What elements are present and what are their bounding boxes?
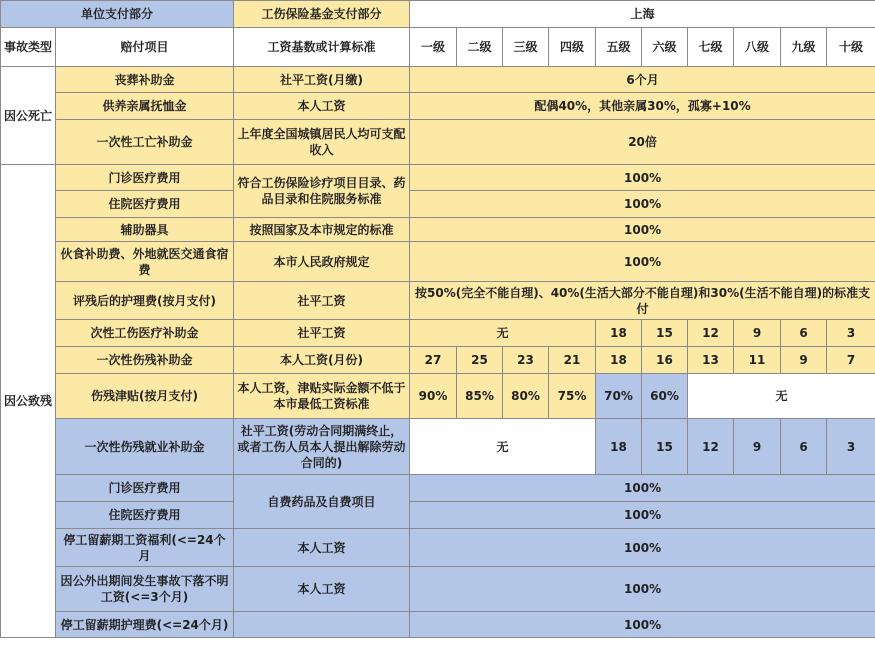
allowance-value: 60% bbox=[642, 374, 688, 419]
employment-standard: 社平工资(劳动合同期满终止，或者工伤人员本人提出解除劳动合同的) bbox=[234, 419, 410, 475]
self-outpatient-value: 100% bbox=[410, 475, 875, 502]
missing-wage-value: 100% bbox=[410, 567, 875, 612]
grade-header: 二级 bbox=[457, 28, 503, 67]
medical-sub-value: 18 bbox=[596, 320, 642, 347]
employment-item: 一次性伤残就业补助金 bbox=[56, 419, 234, 475]
employment-value: 12 bbox=[688, 419, 734, 475]
disability-category: 因公致残 bbox=[1, 165, 56, 638]
death-value: 6个月 bbox=[410, 67, 875, 93]
allowance-value: 70% bbox=[596, 374, 642, 419]
employment-value: 3 bbox=[827, 419, 875, 475]
disab-sub-value: 25 bbox=[457, 347, 503, 374]
employer-part-header: 单位支付部分 bbox=[1, 1, 234, 28]
self-standard: 自费药品及自费项目 bbox=[234, 475, 410, 529]
allowance-value: 90% bbox=[410, 374, 457, 419]
grade-header: 四级 bbox=[549, 28, 596, 67]
medical-standard: 符合工伤保险诊疗项目目录、药品目录和住院服务标准 bbox=[234, 165, 410, 218]
allowance-item: 伤残津贴(按月支付) bbox=[56, 374, 234, 419]
suspension-wage-standard: 本人工资 bbox=[234, 529, 410, 567]
disab-sub-value: 27 bbox=[410, 347, 457, 374]
death-value: 20倍 bbox=[410, 120, 875, 165]
outpatient-value: 100% bbox=[410, 165, 875, 191]
inpatient-value: 100% bbox=[410, 191, 875, 218]
accident-type-header: 事故类型 bbox=[1, 28, 56, 67]
disab-sub-value: 23 bbox=[503, 347, 549, 374]
disab-sub-value: 16 bbox=[642, 347, 688, 374]
aids-standard: 按照国家及本市规定的标准 bbox=[234, 218, 410, 242]
suspension-nursing-value: 100% bbox=[410, 612, 875, 638]
medical-sub-standard: 社平工资 bbox=[234, 320, 410, 347]
city-header: 上海 bbox=[410, 1, 875, 28]
death-value: 配偶40%，其他亲属30%，孤寡+10% bbox=[410, 93, 875, 120]
employment-value: 6 bbox=[781, 419, 827, 475]
nursing-item: 评残后的护理费(按月支付) bbox=[56, 282, 234, 320]
medical-sub-item: 次性工伤医疗补助金 bbox=[56, 320, 234, 347]
aids-value: 100% bbox=[410, 218, 875, 242]
grade-header: 十级 bbox=[827, 28, 875, 67]
death-category: 因公死亡 bbox=[1, 67, 56, 165]
employment-value: 9 bbox=[734, 419, 781, 475]
fund-part-header: 工伤保险基金支付部分 bbox=[234, 1, 410, 28]
suspension-nursing-item: 停工留薪期护理费(<=24个月) bbox=[56, 612, 234, 638]
suspension-nursing-standard bbox=[234, 612, 410, 638]
food-value: 100% bbox=[410, 242, 875, 282]
employment-none: 无 bbox=[410, 419, 596, 475]
disab-sub-value: 21 bbox=[549, 347, 596, 374]
nursing-standard: 社平工资 bbox=[234, 282, 410, 320]
death-item: 一次性工亡补助金 bbox=[56, 120, 234, 165]
employment-value: 15 bbox=[642, 419, 688, 475]
disab-sub-value: 13 bbox=[688, 347, 734, 374]
standard-header: 工资基数或计算标准 bbox=[234, 28, 410, 67]
food-standard: 本市人民政府规定 bbox=[234, 242, 410, 282]
disab-sub-value: 18 bbox=[596, 347, 642, 374]
allowance-value: 85% bbox=[457, 374, 503, 419]
disab-sub-item: 一次性伤残补助金 bbox=[56, 347, 234, 374]
item-header: 赔付项目 bbox=[56, 28, 234, 67]
medical-sub-value: 9 bbox=[734, 320, 781, 347]
death-standard: 本人工资 bbox=[234, 93, 410, 120]
grade-header: 五级 bbox=[596, 28, 642, 67]
medical-sub-none: 无 bbox=[410, 320, 596, 347]
allowance-standard: 本人工资，津贴实际金额不低于本市最低工资标准 bbox=[234, 374, 410, 419]
disab-sub-value: 7 bbox=[827, 347, 875, 374]
food-item: 伙食补助费、外地就医交通食宿费 bbox=[56, 242, 234, 282]
grade-header: 七级 bbox=[688, 28, 734, 67]
self-outpatient-item: 门诊医疗费用 bbox=[56, 475, 234, 502]
self-inpatient-value: 100% bbox=[410, 502, 875, 529]
employment-value: 18 bbox=[596, 419, 642, 475]
grade-header: 六级 bbox=[642, 28, 688, 67]
missing-wage-item: 因公外出期间发生事故下落不明工资(<=3个月) bbox=[56, 567, 234, 612]
self-inpatient-item: 住院医疗费用 bbox=[56, 502, 234, 529]
death-standard: 上年度全国城镇居民人均可支配收入 bbox=[234, 120, 410, 165]
medical-sub-value: 12 bbox=[688, 320, 734, 347]
medical-sub-value: 6 bbox=[781, 320, 827, 347]
allowance-value: 75% bbox=[549, 374, 596, 419]
disab-sub-value: 9 bbox=[781, 347, 827, 374]
grade-header: 九级 bbox=[781, 28, 827, 67]
disab-sub-value: 11 bbox=[734, 347, 781, 374]
allowance-value: 80% bbox=[503, 374, 549, 419]
medical-sub-value: 3 bbox=[827, 320, 875, 347]
medical-sub-value: 15 bbox=[642, 320, 688, 347]
disab-sub-standard: 本人工资(月份) bbox=[234, 347, 410, 374]
grade-header: 一级 bbox=[410, 28, 457, 67]
grade-header: 八级 bbox=[734, 28, 781, 67]
missing-wage-standard: 本人工资 bbox=[234, 567, 410, 612]
inpatient-item: 住院医疗费用 bbox=[56, 191, 234, 218]
suspension-wage-value: 100% bbox=[410, 529, 875, 567]
nursing-value: 按50%(完全不能自理)、40%(生活大部分不能自理)和30%(生活不能自理)的标准支付 bbox=[410, 282, 875, 320]
death-item: 供养亲属抚恤金 bbox=[56, 93, 234, 120]
suspension-wage-item: 停工留薪期工资福利(<=24个月 bbox=[56, 529, 234, 567]
aids-item: 辅助器具 bbox=[56, 218, 234, 242]
outpatient-item: 门诊医疗费用 bbox=[56, 165, 234, 191]
allowance-none: 无 bbox=[688, 374, 875, 419]
death-item: 丧葬补助金 bbox=[56, 67, 234, 93]
death-standard: 社平工资(月缴) bbox=[234, 67, 410, 93]
grade-header: 三级 bbox=[503, 28, 549, 67]
